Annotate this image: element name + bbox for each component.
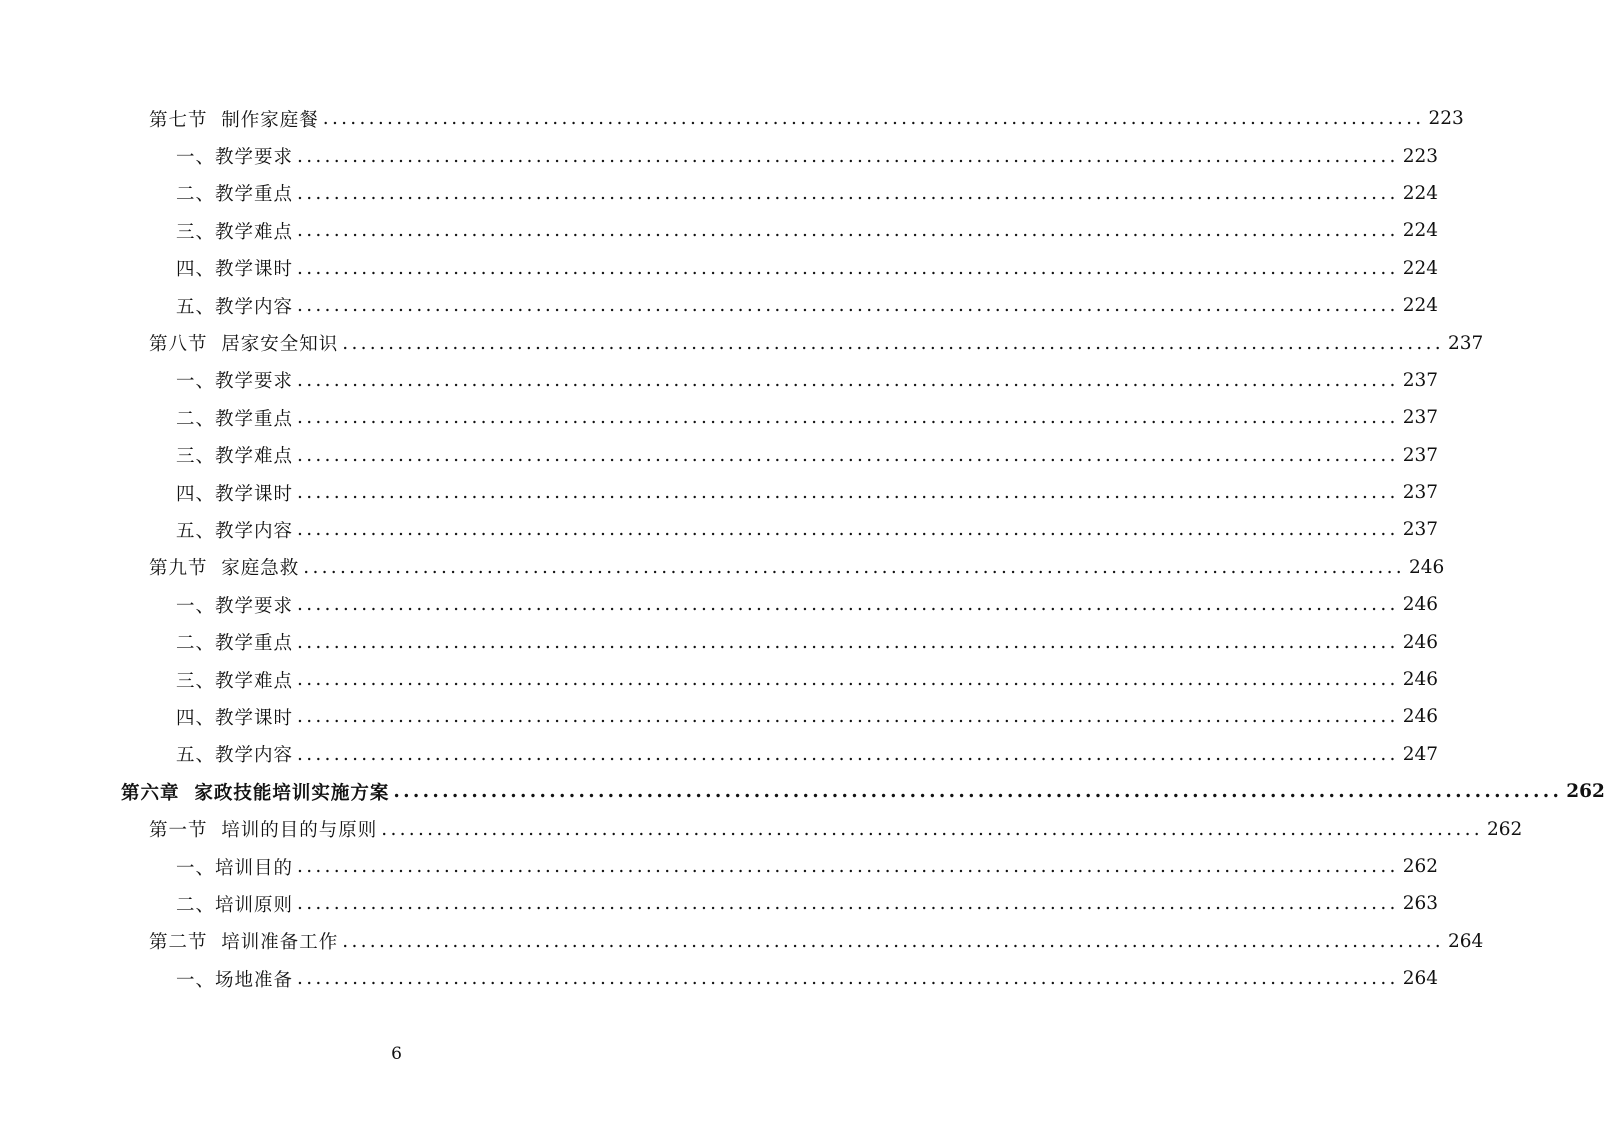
toc-entry-page: 224 bbox=[1402, 295, 1439, 317]
toc-dot-leader: ........................................................................................................................ bbox=[297, 145, 1399, 167]
toc-entry[interactable] bbox=[0, 923, 1484, 960]
toc-entry-page: 223 bbox=[1428, 108, 1464, 130]
toc-entry-page: 263 bbox=[1402, 893, 1439, 915]
toc-entry-page: 262 bbox=[1566, 781, 1605, 803]
toc-entry-page: 237 bbox=[1402, 444, 1439, 466]
toc-entry-page: 246 bbox=[1402, 669, 1439, 691]
toc-entry-page: 237 bbox=[1402, 407, 1439, 429]
toc-entry-title: 五、教学内容 bbox=[176, 745, 294, 767]
toc-entry[interactable] bbox=[0, 698, 1439, 735]
toc-entry-page: 262 bbox=[1402, 856, 1439, 877]
toc-entry-title: 二、教学重点 bbox=[176, 633, 294, 655]
toc-dot-leader: ........................................................................................................................ bbox=[297, 257, 1399, 279]
toc-dot-leader: ........................................................................................................................ bbox=[297, 743, 1399, 765]
toc-entry[interactable] bbox=[0, 287, 1439, 324]
toc-entry-title: 一、场地准备 bbox=[176, 969, 294, 991]
toc-entry-title: 三、教学难点 bbox=[176, 221, 294, 243]
toc-entry[interactable] bbox=[0, 399, 1439, 436]
toc-entry-title: 一、教学要求 bbox=[176, 371, 294, 393]
toc-entry-page: 224 bbox=[1402, 220, 1439, 242]
toc-entry-title: 四、教学课时 bbox=[176, 707, 294, 729]
toc-entry[interactable] bbox=[0, 885, 1439, 922]
toc-entry[interactable] bbox=[0, 511, 1439, 548]
toc-entry-title: 第八节 居家安全知识 bbox=[149, 334, 339, 356]
toc-entry[interactable] bbox=[0, 586, 1439, 623]
toc-entry-page: 264 bbox=[1402, 968, 1439, 990]
toc-entry[interactable] bbox=[0, 437, 1439, 474]
toc-dot-leader: ........................................................................................................................ bbox=[297, 182, 1399, 204]
toc-entry-page: 237 bbox=[1402, 482, 1439, 504]
toc-entry-title: 五、教学内容 bbox=[176, 520, 294, 542]
toc-dot-leader: ........................................................................................................................ bbox=[297, 594, 1399, 616]
toc-entry-page: 246 bbox=[1402, 706, 1439, 728]
toc-entry-title: 三、教学难点 bbox=[176, 446, 294, 468]
toc-entry[interactable] bbox=[0, 324, 1484, 361]
toc-entry-title: 二、教学重点 bbox=[176, 184, 294, 206]
toc-entry-title: 第七节 制作家庭餐 bbox=[149, 109, 319, 131]
toc-entry-page: 246 bbox=[1402, 631, 1439, 653]
toc-dot-leader: ........................................................................................................................ bbox=[342, 332, 1444, 354]
toc-dot-leader: ........................................................................................................................ bbox=[297, 706, 1399, 728]
toc-entry-title: 一、培训目的 bbox=[176, 857, 294, 879]
toc-entry[interactable] bbox=[0, 848, 1439, 885]
toc-entry[interactable] bbox=[0, 474, 1439, 511]
toc-entry-title: 五、教学内容 bbox=[176, 296, 294, 318]
toc-entry-title: 三、教学难点 bbox=[176, 670, 294, 692]
toc-dot-leader: ........................................................................................................................ bbox=[297, 669, 1399, 691]
toc-dot-leader: ........................................................................................................................ bbox=[381, 818, 1483, 840]
toc-entry-title: 二、培训原则 bbox=[176, 894, 294, 916]
toc-entry[interactable] bbox=[0, 137, 1439, 174]
toc-entry-page: 237 bbox=[1402, 519, 1439, 541]
toc-entry-title: 第六章 家政技能培训实施方案 bbox=[121, 782, 390, 804]
toc-entry-page: 237 bbox=[1402, 369, 1439, 391]
toc-entry[interactable] bbox=[0, 960, 1439, 997]
toc-dot-leader: ........................................................................................................................ bbox=[297, 631, 1399, 653]
toc-dot-leader: ........................................................................................................................ bbox=[297, 369, 1399, 391]
toc-dot-leader: ........................................................................................................................ bbox=[297, 220, 1399, 242]
toc-entry-page: 262 bbox=[1486, 818, 1523, 840]
toc-dot-leader: ........................................................................................................................ bbox=[297, 482, 1399, 504]
toc-entry-page: 223 bbox=[1402, 145, 1439, 167]
toc-entry-page: 246 bbox=[1402, 594, 1439, 616]
toc-entry-title: 第一节 培训的目的与原则 bbox=[149, 820, 378, 842]
toc-entry[interactable] bbox=[0, 175, 1439, 212]
toc-entry-title: 第二节 培训准备工作 bbox=[149, 932, 339, 954]
toc-dot-leader: ........................................................................................................................ bbox=[297, 856, 1399, 877]
toc-entry-page: 224 bbox=[1402, 182, 1439, 204]
toc-entry-page: 264 bbox=[1447, 930, 1484, 952]
toc-dot-leader: ........................................................................................................................ bbox=[322, 108, 1425, 130]
toc-entry-title: 四、教学课时 bbox=[176, 259, 294, 281]
toc-entry-title: 一、教学要求 bbox=[176, 595, 294, 617]
toc-dot-leader: ........................................................................................................................ bbox=[393, 781, 1563, 803]
toc-entry-page: 247 bbox=[1402, 743, 1439, 765]
toc-entry[interactable] bbox=[0, 661, 1439, 698]
toc-entry[interactable] bbox=[0, 623, 1439, 660]
toc-dot-leader: ........................................................................................................................ bbox=[297, 295, 1399, 317]
toc-entry[interactable] bbox=[0, 736, 1439, 773]
toc-entry[interactable] bbox=[0, 549, 1445, 586]
toc-entry-title: 四、教学课时 bbox=[176, 483, 294, 505]
toc-entry-title: 第九节 家庭急救 bbox=[149, 558, 300, 580]
toc-entry[interactable] bbox=[0, 212, 1439, 249]
table-of-contents bbox=[0, 100, 1605, 997]
toc-entry-title: 二、教学重点 bbox=[176, 408, 294, 430]
toc-entry[interactable] bbox=[0, 100, 1464, 137]
toc-dot-leader: ........................................................................................................................ bbox=[297, 444, 1399, 466]
toc-entry-page: 237 bbox=[1447, 332, 1484, 354]
toc-entry[interactable] bbox=[0, 362, 1439, 399]
toc-entry-page: 224 bbox=[1402, 257, 1439, 279]
toc-dot-leader: ........................................................................................................................ bbox=[297, 407, 1399, 429]
toc-entry-page: 246 bbox=[1408, 556, 1445, 578]
toc-entry[interactable] bbox=[0, 250, 1439, 287]
toc-dot-leader: ........................................................................................................................ bbox=[297, 968, 1399, 990]
toc-entry-title: 一、教学要求 bbox=[176, 147, 294, 169]
toc-entry[interactable] bbox=[0, 810, 1523, 847]
toc-entry[interactable] bbox=[0, 773, 1605, 810]
toc-dot-leader: ........................................................................................................................ bbox=[342, 930, 1444, 952]
toc-dot-leader: ........................................................................................................................ bbox=[303, 556, 1405, 578]
toc-dot-leader: ........................................................................................................................ bbox=[297, 893, 1399, 915]
toc-dot-leader: ........................................................................................................................ bbox=[297, 519, 1399, 541]
page-number: 6 bbox=[391, 1044, 402, 1064]
